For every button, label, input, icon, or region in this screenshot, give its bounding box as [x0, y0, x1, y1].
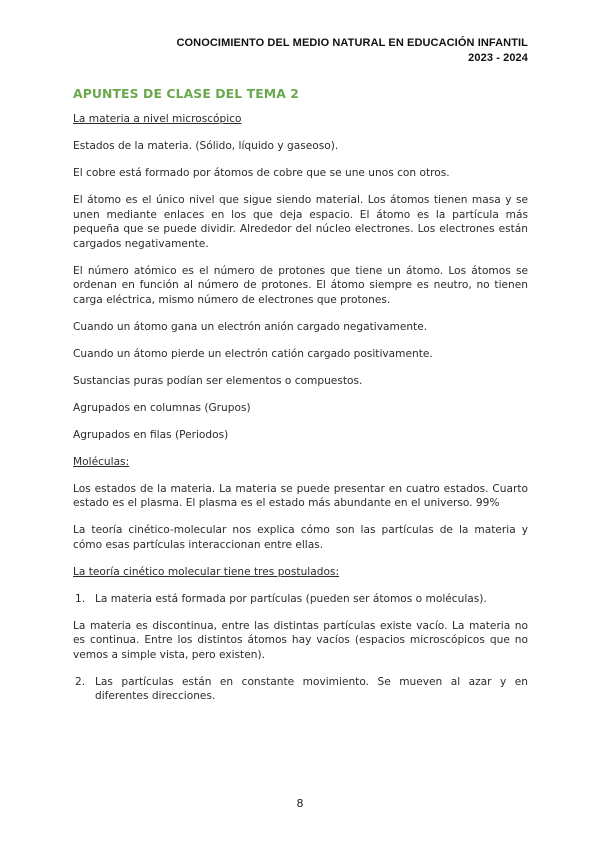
- paragraph: El número atómico es el número de protones que tiene un átomo. Los átomos se ordenan en función al número de protones. El átomo siempre es neutro, no tienen carga eléctrica, mismo número de electrones que protones.: [73, 264, 528, 306]
- list-item: [73, 592, 528, 607]
- paragraph: Cuando un átomo gana un electrón anión cargado negativamente.: [73, 320, 428, 333]
- paragraph: Sustancias puras podían ser elementos o compuestos.: [73, 374, 363, 387]
- paragraph: La teoría cinético-molecular nos explica cómo son las partículas de la materia y cómo esas partículas interaccionan entre ellas.: [73, 524, 528, 551]
- header-course-title: CONOCIMIENTO DEL MEDIO NATURAL EN EDUCACIÓN INFANTIL: [176, 37, 528, 49]
- list-item-text: La materia está formada por partículas (pueden ser átomos o moléculas).: [95, 592, 487, 605]
- list-item-number: 1.: [75, 592, 86, 605]
- subheading-molecules: Moléculas:: [73, 455, 130, 468]
- paragraph: Agrupados en filas (Periodos): [73, 428, 229, 441]
- header-academic-year: 2023 - 2024: [468, 52, 528, 64]
- paragraph: Cuando un átomo pierde un electrón catión cargado positivamente.: [73, 347, 433, 360]
- document-body: [73, 112, 528, 716]
- subheading-postulates: La teoría cinético molecular tiene tres postulados:: [73, 565, 340, 578]
- paragraph: La materia es discontinua, entre las distintas partículas existe vacío. La materia no es continua. Entre los distintos átomos hay vacíos (espacios microscópicos que no vemos a simple vista, pero existen).: [73, 619, 528, 661]
- subheading-microscopic: La materia a nivel microscópico: [73, 113, 242, 125]
- paragraph: El cobre está formado por átomos de cobre que se une unos con otros.: [73, 167, 450, 179]
- section-title: APUNTES DE CLASE DEL TEMA 2: [73, 86, 300, 101]
- list-item-number: 2.: [75, 675, 86, 688]
- paragraph: Agrupados en columnas (Grupos): [73, 401, 251, 414]
- paragraph: El átomo es el único nivel que sigue siendo material. Los átomos tienen masa y se unen mediante enlaces en los que deja espacio. El átomo es la partícula más pequeña que se puede dividir. Alrededor del núcleo electrones. Los electrones están cargados negativamente.: [73, 194, 528, 250]
- paragraph: Los estados de la materia. La materia se puede presentar en cuatro estados. Cuarto estado es el plasma. El plasma es el estado más abundante en el universo. 99%: [73, 482, 528, 509]
- list-item: [73, 675, 528, 704]
- page-header: [176, 36, 528, 66]
- page-number: 8: [296, 797, 304, 810]
- list-item-text: Las partículas están en constante movimiento. Se mueven al azar y en diferentes direcciones.: [95, 675, 528, 702]
- paragraph: Estados de la materia. (Sólido, líquido y gaseoso).: [73, 140, 339, 152]
